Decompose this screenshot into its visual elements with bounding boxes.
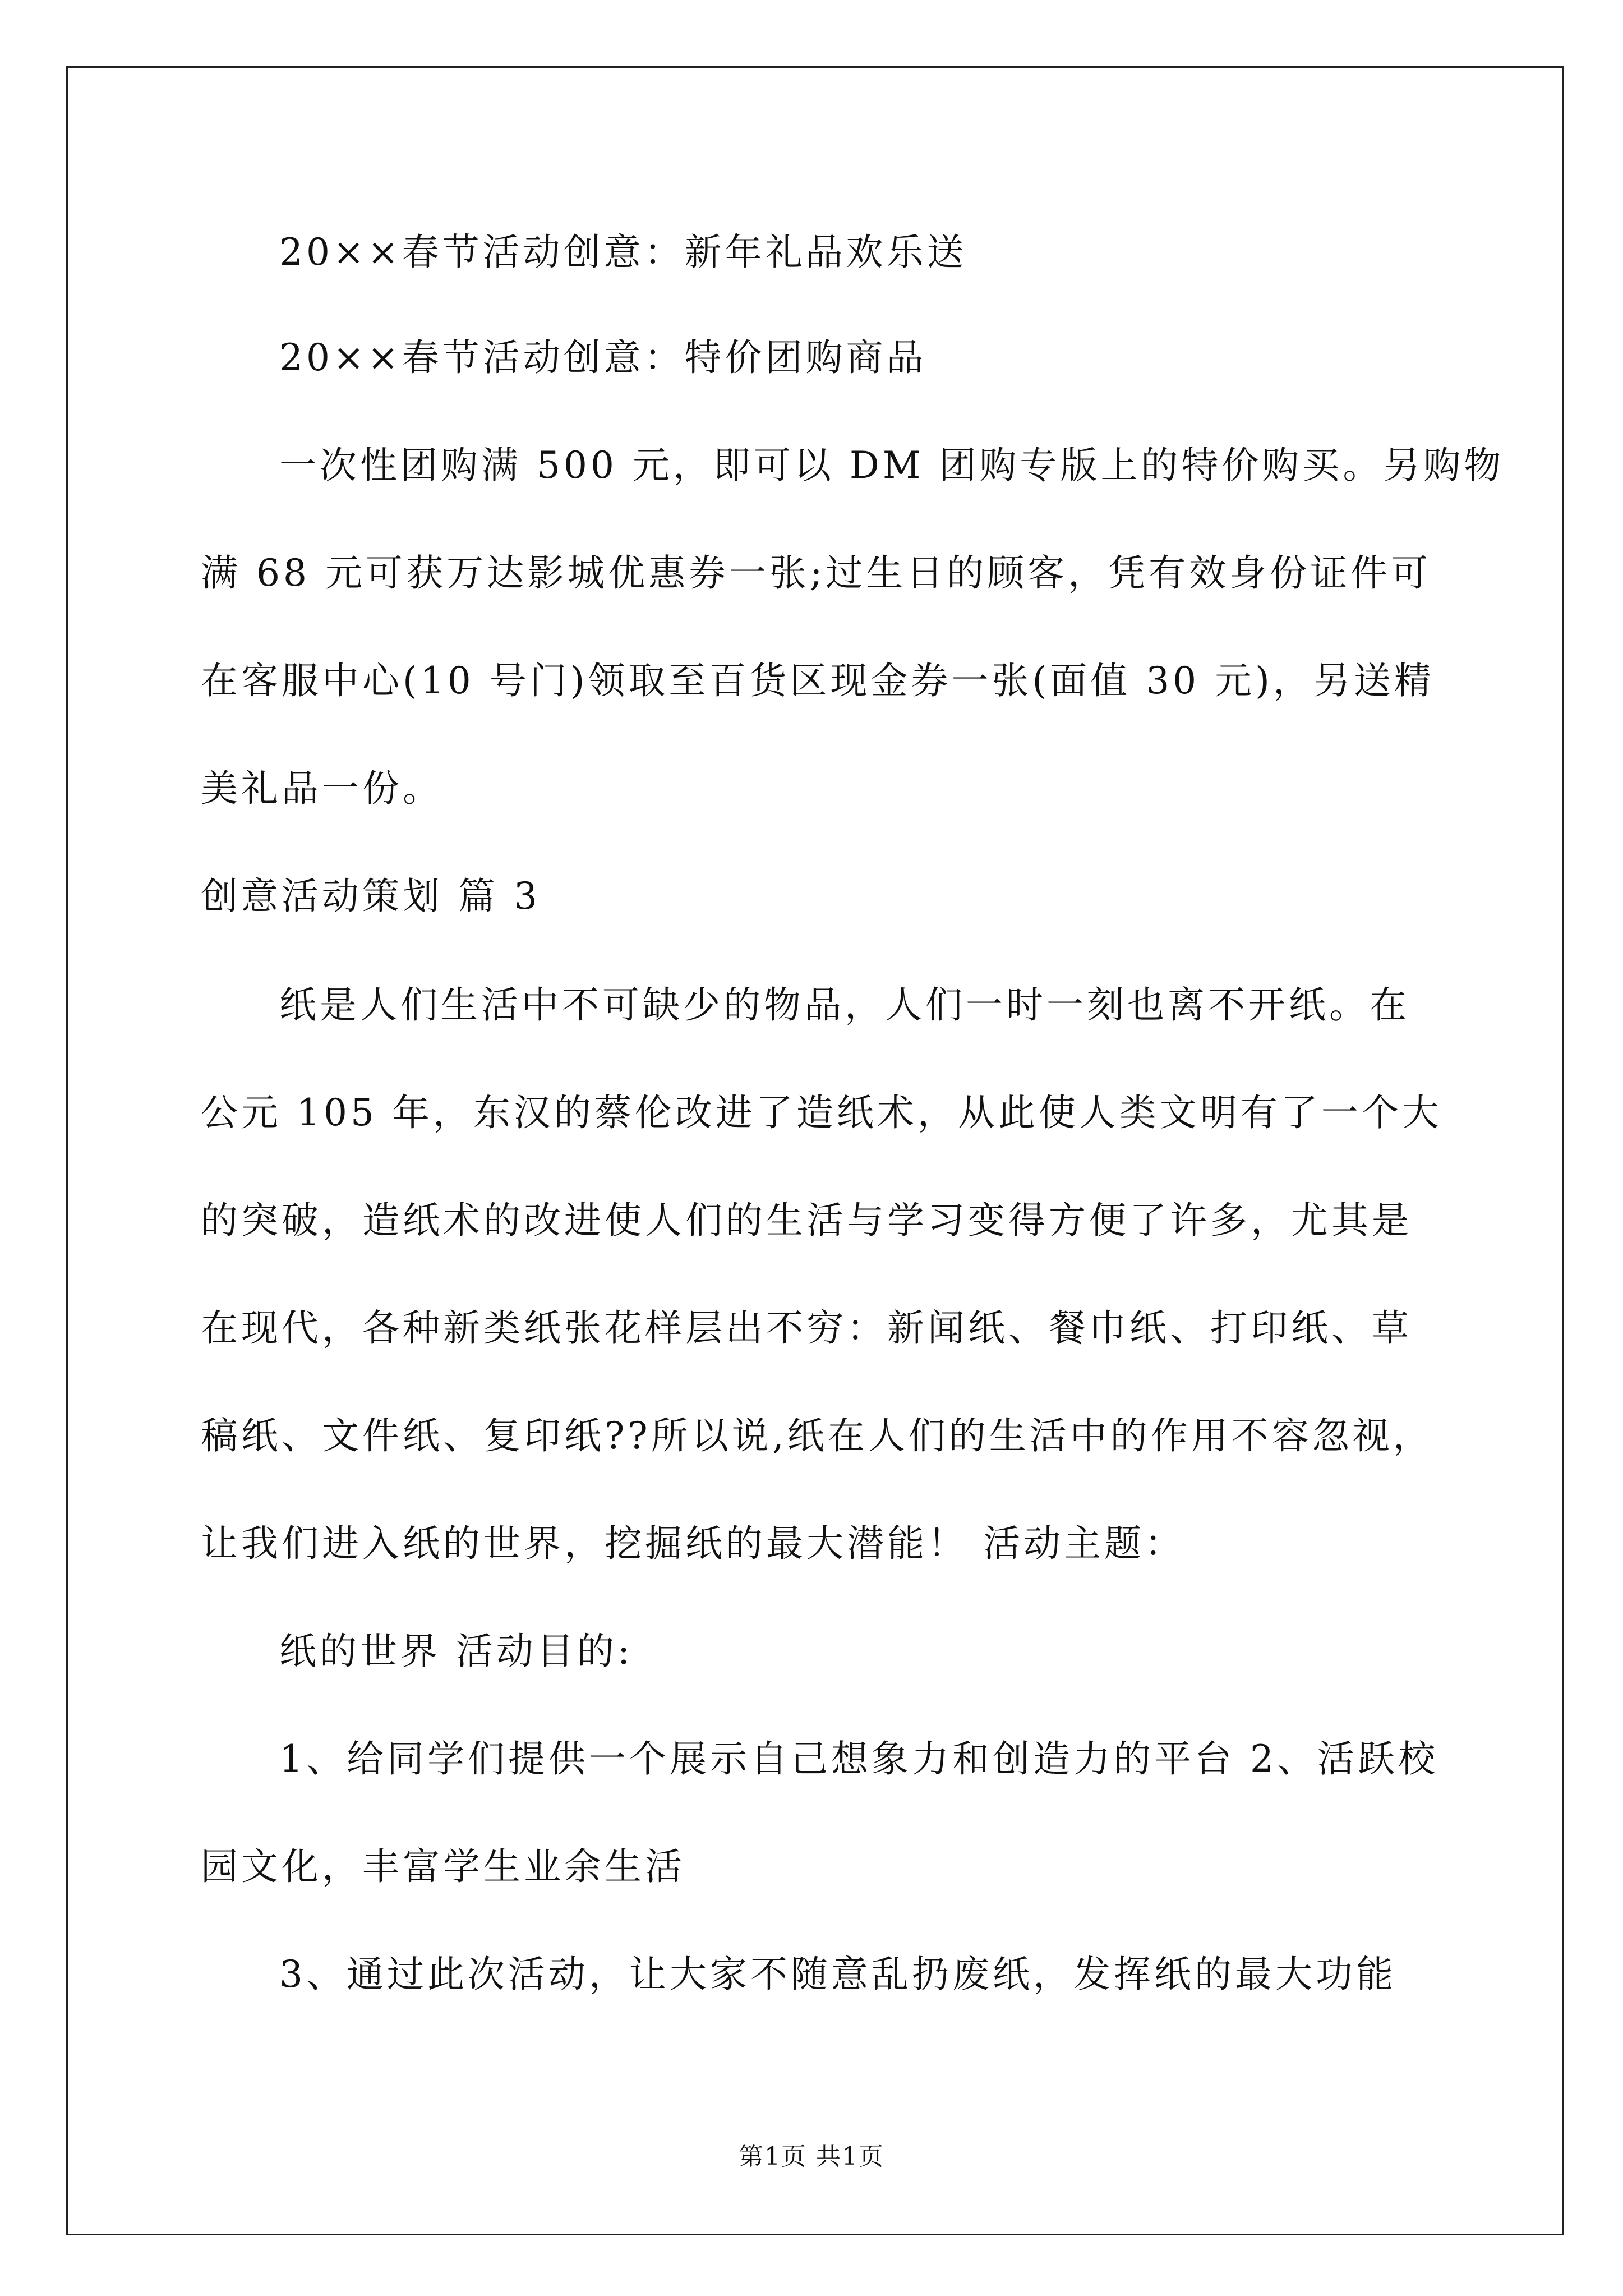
paragraph-line: 的突破，造纸术的改进使人们的生活与学习变得方便了许多，尤其是 (201, 1199, 1412, 1242)
paragraph-line: 美礼品一份。 (201, 767, 443, 810)
paragraph-line: 1、给同学们提供一个展示自己想象力和创造力的平台 2、活跃校 (279, 1737, 1438, 1780)
paragraph-line: 一次性团购满 500 元，即可以 DM 团购专版上的特价购买。另购物 (279, 444, 1505, 487)
paragraph-line: 让我们进入纸的世界，挖掘纸的最大潜能！ 活动主题： (201, 1522, 1185, 1565)
paragraph-line: 满 68 元可获万达影城优惠券一张;过生日的顾客，凭有效身份证件可 (201, 551, 1432, 595)
heading-new-year-gifts: 20××春节活动创意：新年礼品欢乐送 (279, 231, 967, 274)
paragraph-line: 纸是人们生活中不可缺少的物品，人们一时一刻也离不开纸。在 (279, 983, 1410, 1027)
paragraph-line: 纸的世界 活动目的: (279, 1630, 634, 1673)
paragraph-line: 园文化，丰富学生业余生活 (201, 1845, 685, 1888)
page-footer: 第1页 共1页 (739, 2142, 884, 2171)
section-title: 创意活动策划 篇 3 (201, 875, 541, 918)
heading-group-buy: 20××春节活动创意：特价团购商品 (279, 336, 927, 379)
paragraph-line: 在现代，各种新类纸张花样层出不穷：新闻纸、餐巾纸、打印纸、草 (201, 1306, 1412, 1350)
paragraph-line: 在客服中心(10 号门)领取至百货区现金券一张(面值 30 元)，另送精 (201, 659, 1435, 702)
paragraph-line: 公元 105 年，东汉的蔡伦改进了造纸术，从此使人类文明有了一个大 (201, 1091, 1442, 1134)
paragraph-line: 稿纸、文件纸、复印纸??所以说,纸在人们的生活中的作用不容忽视， (201, 1414, 1433, 1457)
page-border (66, 66, 1564, 2235)
paragraph-line: 3、通过此次活动，让大家不随意乱扔废纸，发挥纸的最大功能 (279, 1953, 1396, 1996)
